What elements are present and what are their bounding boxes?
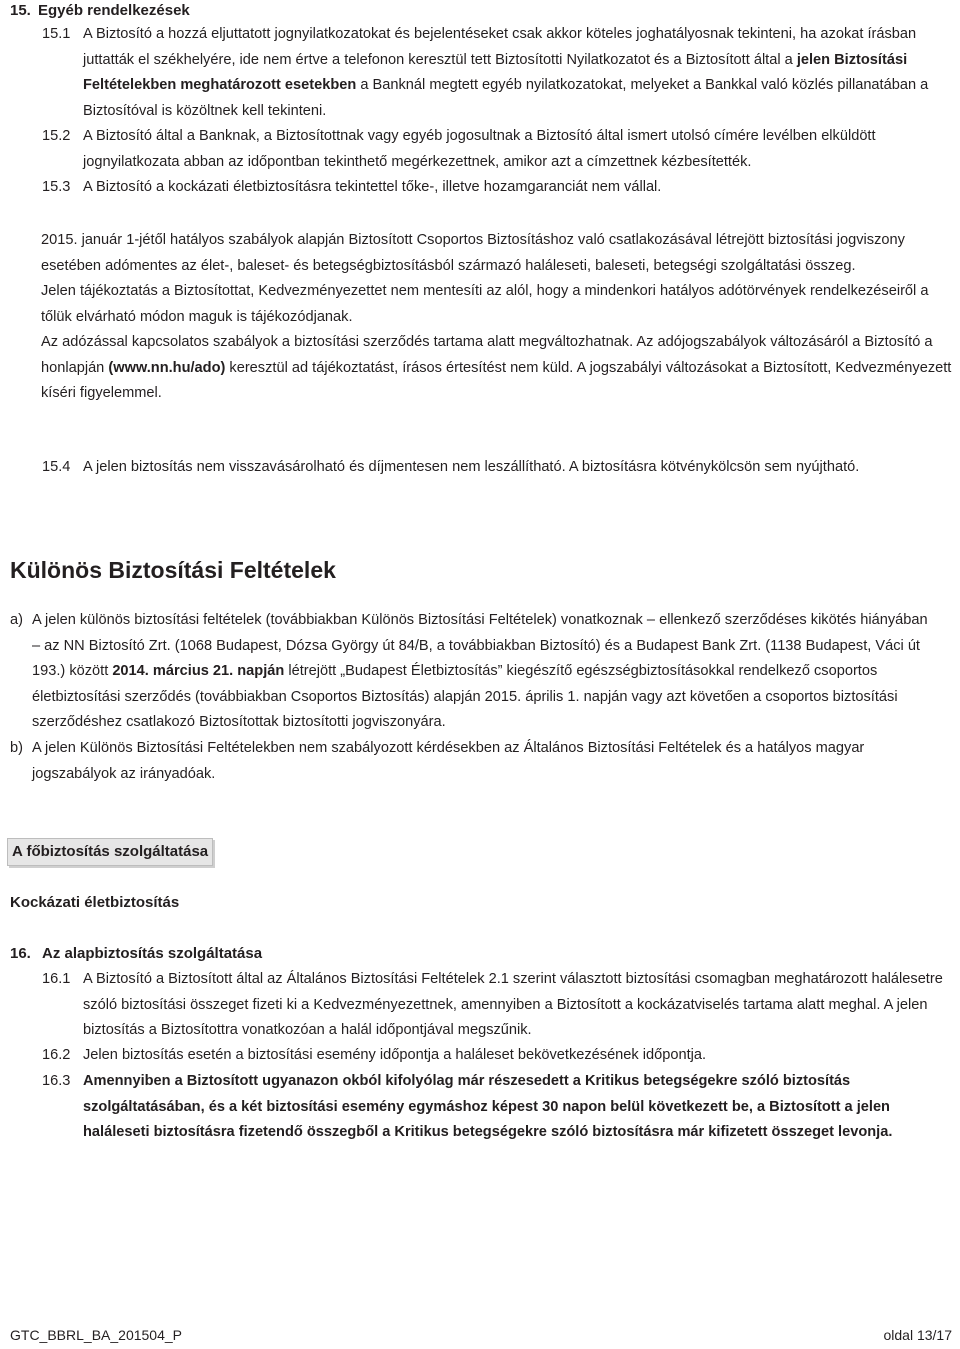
section-number: 15. [10,2,31,19]
tax-paragraphs [41,228,955,407]
clause-text: Amennyiben a Biztosított ugyanazon okból kifolyólag már részesedett a Kritikus betegségekre szóló biztosítás szolgáltatásában, és a két biztosítási esemény egymáshoz képest 30 napon belül következett be, a Biztosított a jelen haláleseti biztosításra fizetendő összegből a Kritikus betegségekre szóló biztosításra már kifizetett összeget levonja. [83,1073,893,1140]
tax-paragraph-3 [41,330,955,407]
clause-number: 16.1 [42,971,71,987]
clause-text-part: a Banknál megtett egyéb nyilatkozatokat, melyeket a Bankkal való közlés pillanatában a Biztosítóval is közöltnek kell tekinteni. [83,77,929,119]
clause-text: A jelen biztosítás nem visszavásárolható és díjmentesen nem leszállítható. A biztosításra kötvénykölcsön sem nyújtható. [83,459,860,475]
clause-number: 15.3 [42,179,71,195]
main-benefit-heading: A főbiztosítás szolgáltatása [7,838,213,866]
clause-number: 15.2 [42,128,71,144]
clause-15-2 [42,124,952,175]
clause-number: 15.4 [42,459,71,475]
paragraph-part: keresztül ad tájékoztatást, írásos értesítést nem küld. A jogszabályi változásokat a Biztosított, Kedvezményezett kíséri figyelemmel. [41,359,952,401]
item-text: A jelen Különös Biztosítási Feltételekben nem szabályozott kérdésekben az Általános Biztosítási Feltételek és a hatályos magyar jogszabályok az irányadóak. [32,740,865,782]
clause-15-3 [42,175,952,201]
special-item-b [10,736,930,787]
clause-text-part: A Biztosító a hozzá eljuttatott jognyilatkozatokat és bejelentéseket csak akkor köteles joghatályosnak tekinteni, ha azokat írásban juttatták el székhelyére, ide nem értve a telefonon keresztül tett Biztosítotti Nyilatkozatot és a Biztosított által a [83,26,917,68]
clause-number: 16.2 [42,1047,71,1063]
clause-text: A Biztosító a Biztosított által az Általános Biztosítási Feltételek 2.1 szerint választott biztosítási csomagban meghatározott halálesetre szóló biztosítási összeget fizeti ki a Kedvezményezettnek, amennyiben a Biztosított a kockázatviselés tartama alatt meghal. A jelen biztosítás a Biztosítottra vonatkozóan a halál időpontjával megszűnik. [83,971,943,1038]
special-conditions-title: Különös Biztosítási Feltételek [10,557,336,583]
item-text-part: létrejött „Budapest Életbiztosítás” kiegészítő egészségbiztosításokkal rendelkező csoportos életbiztosítási szerződés (továbbiakban Csoportos Biztosítás) alapján 2015. április 1. napján vagy azt követően a csoportos biztosítási szerződéshez csatlakozó Biztosítottak biztosítotti jogviszonyára. [32,663,898,730]
clause-text: A Biztosító által a Banknak, a Biztosítottnak vagy egyéb jogosultnak a Biztosító által ismert utolsó címére levélben elküldött jognyilatkozata abban az időpontban tekinthető megérkezettnek, amikor azt a címzettnek kézbesítették. [83,128,876,170]
section-number: 16. [10,945,31,962]
section-title: Egyéb rendelkezések [38,2,190,19]
clause-number: 16.3 [42,1073,71,1089]
special-item-a [10,608,930,736]
tax-paragraph-1: 2015. január 1-jétől hatályos szabályok alapján Biztosított Csoportos Biztosításhoz való csatlakozásával létrejött biztosítási jogviszony esetében adómentes az élet-, baleset- és betegségbiztosításból származó haláleseti, baleseti, betegségi szolgáltatási összeg. [41,232,905,274]
clause-number: 15.1 [42,26,71,42]
section-title: Az alapbiztosítás szolgáltatása [42,945,263,962]
item-label: b) [10,740,23,756]
paragraph-part: Az adózással kapcsolatos szabályok a biztosítási szerződés tartama alatt megváltozhatnak. Az adójogszabályok változásáról a Biztosító a honlapján [41,334,933,376]
clause-15-4 [42,455,952,481]
item-text-part: A jelen különös biztosítási feltételek (továbbiakban Különös Biztosítási Feltételek) vonatkoznak – ellenkező szerződéses kikötés hiányában – az NN Biztosító Zrt. (1068 Budapest, Dózsa György út 84/B, a továbbiakban Biztosító) és a Budapest Bank Zrt. (1138 Budapest, Váci út 193.) között [32,612,928,679]
item-label: a) [10,612,23,628]
risk-life-insurance-heading: Kockázati életbiztosítás [10,894,180,911]
item-text-bold: 2014. március 21. napján [112,663,285,679]
clause-text: A Biztosító a kockázati életbiztosításra tekintettel tőke-, illetve hozamgaranciát nem vállal. [83,179,662,195]
clause-15-1 [42,22,952,124]
clause-16-2 [42,1043,952,1069]
page-number: oldal 13/17 [883,1327,952,1343]
tax-paragraph-2: Jelen tájékoztatás a Biztosítottat, Kedvezményezettet nem mentesíti az alól, hogy a mindenkori hatályos adótörvények rendelkezéseiről a tőlük elvárható módon maguk is tájékozódjanak. [41,283,929,325]
clause-16-3 [42,1069,952,1146]
item-text [32,608,930,736]
section-16-heading [10,941,262,967]
clause-16-1 [42,967,952,1044]
clause-text [83,22,952,124]
section-15-heading [10,0,190,24]
clause-text-bold: jelen Biztosítási Feltételekben meghatározott esetekben [83,51,908,93]
clause-text: Jelen biztosítás esetén a biztosítási esemény időpontja a haláleset bekövetkezésének időpontja. [83,1047,707,1063]
document-code: GTC_BBRL_BA_201504_P [10,1327,182,1343]
tax-website-link[interactable]: (www.nn.hu/ado) [108,359,226,376]
